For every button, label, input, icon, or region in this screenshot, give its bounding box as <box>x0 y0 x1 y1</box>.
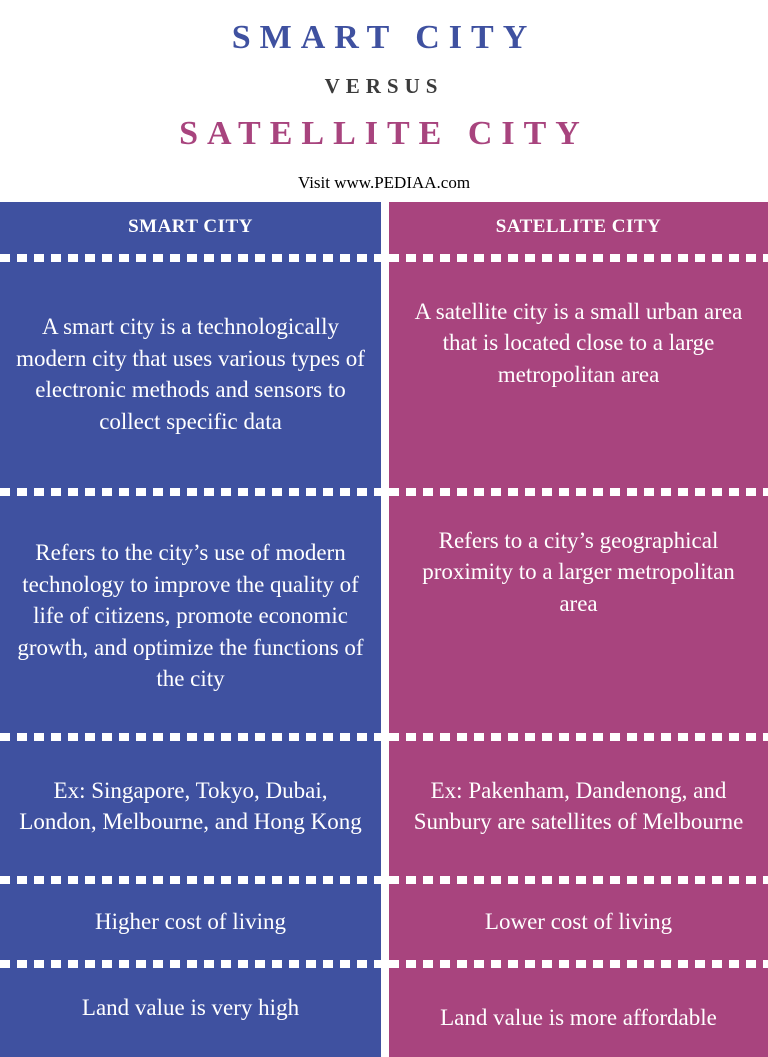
smart-city-heading: SMART CITY <box>128 216 253 237</box>
satellite-city-examples: Ex: Pakenham, Dandenong, and Sunbury are satellites of Melbourne <box>413 777 744 834</box>
smart-city-land-value: Land value is very high <box>81 995 300 1021</box>
smart-city-definition: A smart city is a technologically modern city that uses various types of electronic methods and sensors to collect specific data <box>16 314 365 434</box>
satellite-city-heading: SATELLITE CITY <box>495 216 662 237</box>
divider <box>389 733 768 741</box>
divider <box>389 254 768 262</box>
title-satellite-city: SATELLITE CITY <box>179 115 589 152</box>
divider <box>389 960 768 968</box>
smart-city-meaning: Refers to the city’s use of modern technology to improve the quality of life of citizens, promote economic growth, and optimize the functions of the city <box>17 540 364 692</box>
satellite-city-meaning: Refers to a city’s geographical proximity to a larger metropolitan area <box>422 527 735 616</box>
divider <box>0 876 381 884</box>
header <box>0 0 768 202</box>
satellite-city-definition: A satellite city is a small urban area that is located close to a large metropolitan area <box>414 298 743 387</box>
divider <box>389 488 768 496</box>
smart-city-examples: Ex: Singapore, Tokyo, Dubai, London, Melbourne, and Hong Kong <box>19 777 362 834</box>
title-smart-city: SMART CITY <box>231 19 537 56</box>
visit-link[interactable]: Visit www.PEDIAA.com <box>297 173 471 192</box>
satellite-city-land-value: Land value is more affordable <box>440 1005 717 1031</box>
smart-city-column <box>0 202 381 1057</box>
divider <box>0 488 381 496</box>
divider <box>0 733 381 741</box>
satellite-city-column <box>389 202 768 1057</box>
smart-city-cost: Higher cost of living <box>95 909 286 935</box>
title-versus: VERSUS <box>324 74 444 98</box>
divider <box>389 876 768 884</box>
satellite-city-cost: Lower cost of living <box>484 909 673 935</box>
divider <box>0 960 381 968</box>
divider <box>0 254 381 262</box>
